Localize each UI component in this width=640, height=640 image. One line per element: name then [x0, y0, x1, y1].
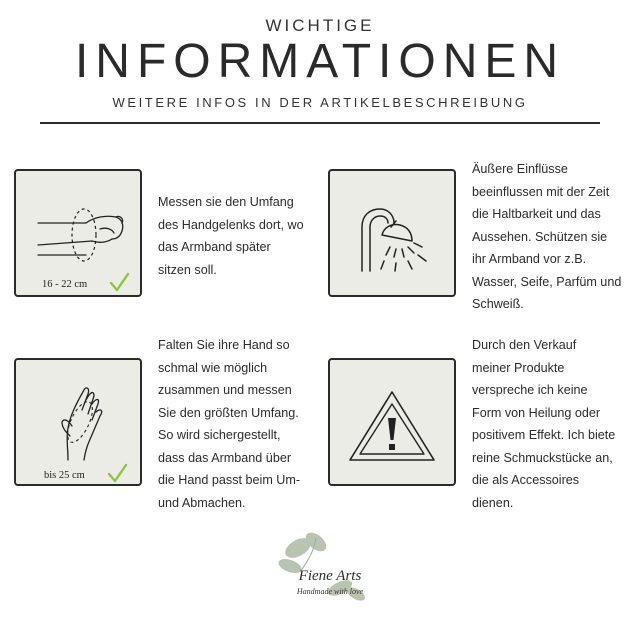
text-line: die als Accessoires: [472, 473, 580, 487]
wrist-caption: 16 - 22 cm: [42, 279, 88, 290]
text-line: Sie den größten Umfang.: [158, 405, 299, 420]
header-kicker: WICHTIGE: [265, 16, 375, 35]
brand-tagline: Handmade with love: [296, 587, 364, 596]
hand-text: [158, 334, 300, 514]
text-line: Messen sie den Umfang: [158, 195, 294, 209]
text-line: Aussehen. Schützen sie: [472, 229, 608, 244]
warning-card: [328, 358, 456, 486]
text-line: dienen.: [472, 495, 514, 510]
text-line: sitzen soll.: [158, 262, 217, 277]
text-line: verspreche ich keine: [472, 383, 588, 397]
text-line: positivem Effekt. Ich biete: [472, 428, 616, 442]
text-line: meiner Produkte: [472, 360, 565, 375]
header-subtitle: WEITERE INFOS IN DER ARTIKELBESCHREIBUNG: [112, 95, 528, 110]
shower-text: [472, 158, 621, 316]
warning-text: [472, 334, 615, 514]
checkmark-icon: [108, 271, 130, 293]
text-line: Falten Sie ihre Hand so: [158, 338, 290, 352]
text-line: Schweiß.: [472, 297, 524, 311]
text-line: das Armband später: [158, 240, 271, 254]
header-divider: [40, 122, 600, 124]
text-line: zusammen und messen: [158, 383, 292, 397]
hand-caption: bis 25 cm: [44, 470, 85, 481]
hand-card: [14, 358, 142, 486]
text-line: und Abmachen.: [158, 495, 246, 510]
text-line: beeinflussen mit der Zeit: [472, 184, 610, 199]
text-line: dass das Armband über: [158, 450, 292, 465]
wrist-text: [158, 191, 304, 281]
text-line: ihr Armband vor z.B.: [472, 252, 587, 266]
text-line: schmal wie möglich: [158, 360, 268, 375]
page-title: INFORMATIONEN: [74, 35, 566, 88]
wrist-card: [14, 169, 142, 297]
text-line: So wird sichergestellt,: [158, 428, 281, 442]
text-line: die Hand passt beim Um-: [158, 473, 301, 487]
text-line: des Handgelenks dort, wo: [158, 217, 304, 232]
text-line: Durch den Verkauf: [472, 338, 577, 352]
shower-card: [328, 169, 456, 297]
text-line: die Haltbarkeit und das: [472, 207, 601, 221]
text-line: Äußere Einflüsse: [472, 162, 568, 176]
brand-name: Fiene Arts: [298, 568, 362, 584]
text-line: Form von Heilung oder: [472, 405, 601, 420]
warning-triangle-icon: [330, 360, 454, 484]
text-line: reine Schmuckstücke an,: [472, 450, 613, 465]
text-line: Wasser, Seife, Parfüm und: [472, 274, 622, 289]
shower-icon: [330, 171, 454, 295]
checkmark-icon: [106, 462, 128, 484]
